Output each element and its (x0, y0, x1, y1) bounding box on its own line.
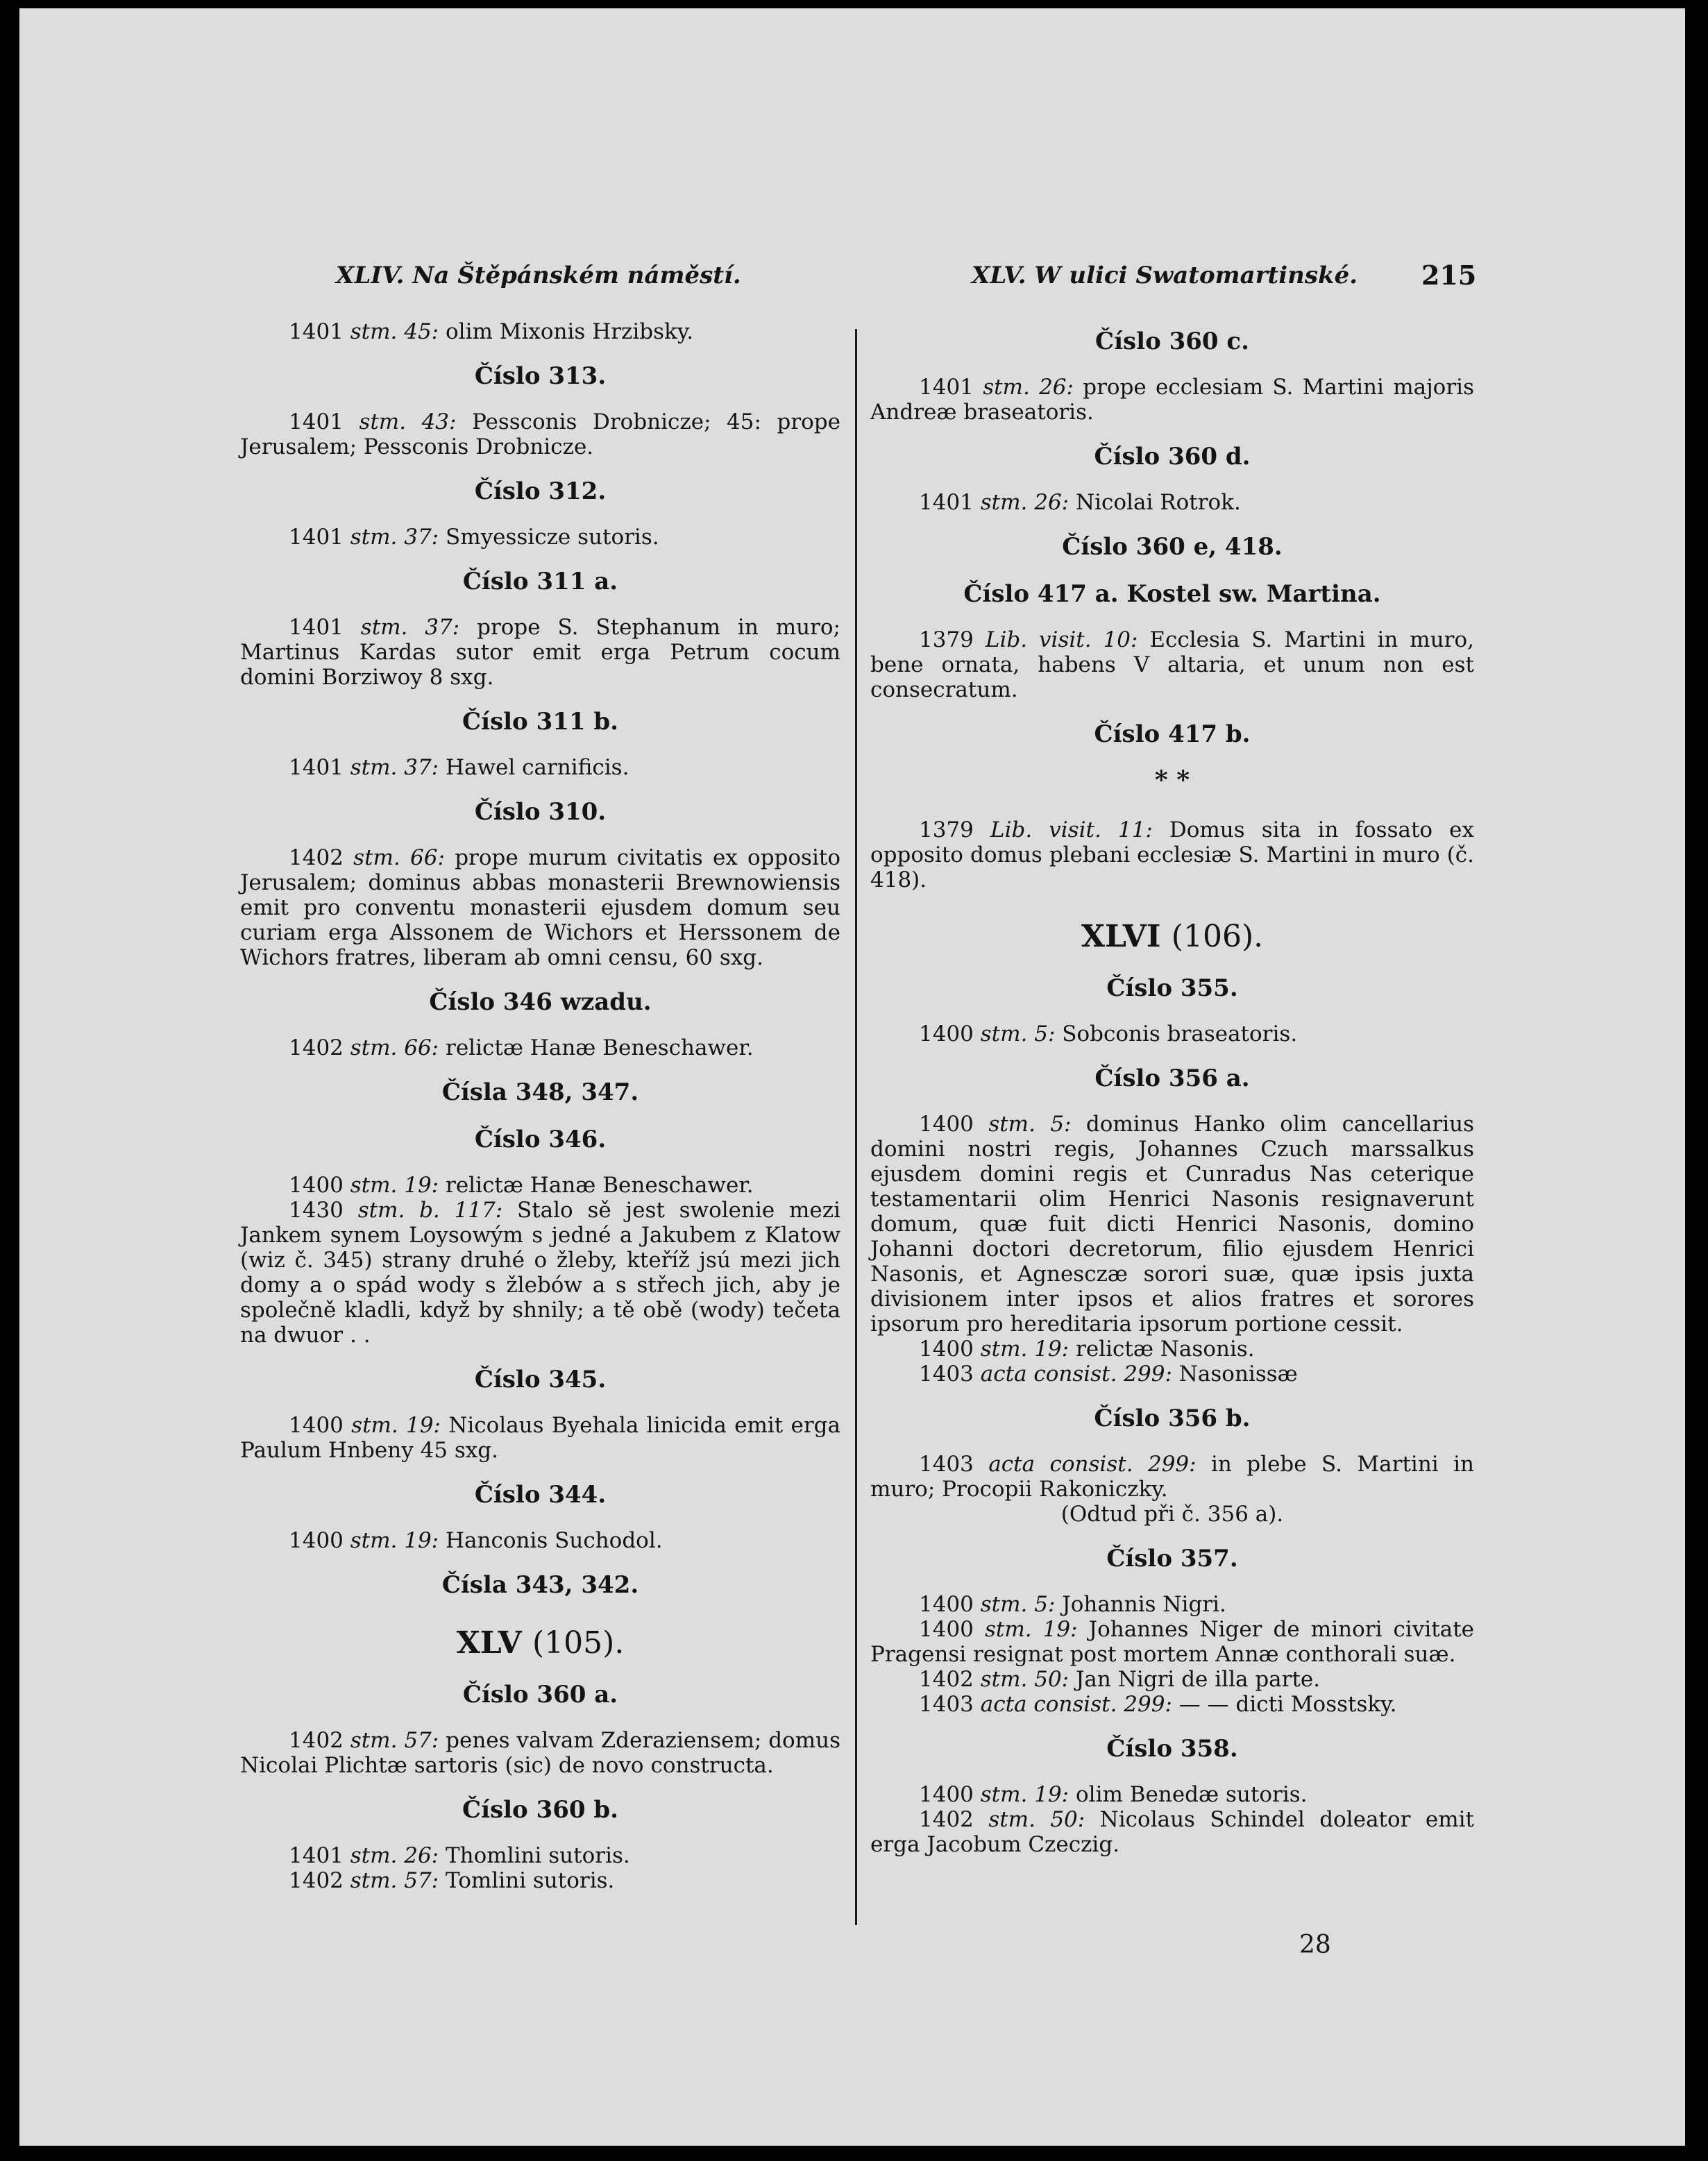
entry-text: Pessconis Drobnicze; 45: prope Jerusalem; Pessconis Drobnicze. (240, 409, 840, 459)
entry-text: Hanconis Suchodol. (446, 1528, 663, 1553)
section-heading: Číslo 357. (1106, 1545, 1238, 1573)
entry-text: relictæ Nasonis. (1076, 1337, 1255, 1362)
section-heading: Čísla 343, 342. (441, 1571, 639, 1599)
record-entry (240, 319, 840, 344)
entry-text: Nicolai Rotrok. (1076, 490, 1241, 515)
entry-text: Domus sita in fossato ex opposito domus plebani ecclesiæ S. Martini in muro (č. 418). (870, 817, 1474, 892)
entry-year: 1401 (289, 319, 344, 344)
book-page (19, 8, 1685, 2146)
entry-text: Stalo sě jest swolenie mezi Jankem synem Loysowým s jedné a Jakubem z Klatow (wiz č. 345) strany druhé o žleby, kteříž jsú mezi jich domy a o spád wody s žlebów a s střech jich, aby je společně kladli, když by shnily; a tě obě (wody) tečeta na dwuor . . (240, 1198, 840, 1348)
entry-source: stm. 50: (980, 1667, 1069, 1692)
record-entry (870, 375, 1474, 425)
section-heading: Číslo 312. (474, 477, 607, 505)
record-entry (240, 1728, 840, 1778)
entry-text: Sobconis braseatoris. (1062, 1022, 1298, 1046)
entry-text: Thomlini sutoris. (446, 1843, 630, 1868)
section-heading: Číslo 360 a. (462, 1681, 618, 1709)
section-heading: Čísla 348, 347. (441, 1078, 639, 1106)
chapter-number: (105). (532, 1625, 625, 1661)
record-entry (240, 755, 840, 780)
chapter-heading (870, 920, 1474, 954)
entry-text: Johannes Niger de minori civitate Pragensi resignat post mortem Annæ conthorali suæ. (870, 1617, 1474, 1667)
section-heading: Číslo 360 c. (1095, 328, 1249, 355)
entry-source: stm. 45: (350, 319, 439, 344)
entry-year: 1400 (919, 1337, 974, 1362)
section-heading: Číslo 346 wzadu. (429, 988, 652, 1016)
entry-source: stm. 50: (988, 1807, 1085, 1832)
record-entry (870, 1692, 1474, 1717)
record-entry (240, 1198, 840, 1348)
entry-source: stm. 19: (980, 1337, 1069, 1362)
entry-text: Nicolaus Schindel doleator emit erga Jacobum Czeczig. (870, 1807, 1474, 1857)
chapter-number: (106). (1171, 919, 1264, 954)
entry-text: Nasonissæ (1178, 1362, 1298, 1387)
entry-year: 1401 (919, 490, 974, 515)
entry-year: 1401 (919, 375, 974, 400)
cross-reference-note: (Odtud při č. 356 a). (1060, 1502, 1284, 1527)
entry-year: 1400 (289, 1413, 344, 1438)
entry-year: 1401 (289, 755, 344, 780)
section-heading: Číslo 311 b. (462, 708, 618, 736)
entry-year: 1402 (289, 1728, 344, 1753)
entry-year: 1402 (289, 845, 344, 870)
entry-source: stm. b. 117: (357, 1198, 503, 1223)
record-entry (870, 1617, 1474, 1667)
entry-year: 1402 (919, 1807, 974, 1832)
record-entry (240, 1868, 840, 1893)
section-heading: Číslo 358. (1106, 1735, 1238, 1763)
record-entry (240, 1843, 840, 1868)
record-entry (870, 627, 1474, 702)
section-heading: Číslo 417 b. (1094, 720, 1251, 748)
entry-year: 1400 (919, 1022, 974, 1046)
entry-year: 1402 (289, 1868, 344, 1893)
entry-year: 1400 (919, 1617, 974, 1642)
entry-year: 1401 (289, 615, 344, 640)
section-heading: Číslo 311 a. (462, 568, 618, 595)
entry-source: acta consist. 299: (980, 1692, 1172, 1717)
entry-year: 1400 (289, 1173, 344, 1198)
entry-text: Hawel carnificis. (446, 755, 629, 780)
entry-source: Lib. visit. 11: (990, 817, 1153, 842)
signature-mark: 28 (1299, 1931, 1331, 1959)
entry-text: Tomlini sutoris. (446, 1868, 615, 1893)
entry-year: 1402 (919, 1667, 974, 1692)
entry-year: 1400 (919, 1592, 974, 1617)
record-entry (240, 845, 840, 970)
section-heading: Číslo 360 b. (462, 1796, 618, 1824)
entry-source: stm. 57: (350, 1868, 439, 1893)
section-heading: Číslo 360 d. (1094, 443, 1251, 471)
entry-text: Ecclesia S. Martini in muro, bene ornata, habens V altaria, et unum non est consecratum. (870, 627, 1474, 702)
entry-text: prope ecclesiam S. Martini majoris Andreæ braseatoris. (870, 375, 1474, 425)
section-heading: Číslo 360 e, 418. (1062, 533, 1283, 561)
entry-source: stm. 19: (350, 1173, 439, 1198)
section-heading: Číslo 417 a. Kostel sw. Martina. (963, 580, 1381, 608)
entry-year: 1400 (289, 1528, 344, 1553)
record-entry (870, 1452, 1474, 1502)
record-entry (870, 1362, 1474, 1387)
entry-text: Nicolaus Byehala linicida emit erga Paulum Hnbeny 45 sxg. (240, 1413, 840, 1463)
entry-source: stm. 26: (980, 490, 1069, 515)
running-header-right: XLV. W ulici Swatomartinské. (972, 262, 1358, 289)
record-entry (870, 1022, 1474, 1046)
entry-source: stm. 19: (351, 1413, 441, 1438)
entry-source: stm. 26: (983, 375, 1074, 400)
entry-source: stm. 43: (359, 409, 457, 434)
entry-year: 1402 (289, 1035, 344, 1060)
record-entry (870, 1337, 1474, 1362)
record-entry (870, 817, 1474, 892)
record-entry (240, 525, 840, 550)
entry-text: Johannis Nigri. (1062, 1592, 1226, 1617)
entry-source: stm. 37: (350, 755, 439, 780)
record-entry (240, 1035, 840, 1060)
entry-text: olim Mixonis Hrzibsky. (446, 319, 694, 344)
entry-year: 1401 (289, 525, 344, 550)
entry-text: relictæ Hanæ Beneschawer. (446, 1035, 754, 1060)
entry-source: stm. 57: (350, 1728, 439, 1753)
entry-text: prope S. Stephanum in muro; Martinus Kardas sutor emit erga Petrum cocum domini Borziwoy 8 sxg. (240, 615, 840, 690)
section-heading: Číslo 313. (474, 362, 607, 390)
section-heading: Číslo 355. (1106, 974, 1238, 1002)
entry-year: 1403 (919, 1692, 974, 1717)
entry-text: penes valvam Zderaziensem; domus Nicolai Plichtæ sartoris (sic) de novo constructa. (240, 1728, 840, 1778)
entry-year: 1400 (919, 1112, 974, 1137)
section-heading: Číslo 346. (474, 1126, 607, 1153)
record-entry (870, 1782, 1474, 1807)
record-entry (870, 490, 1474, 515)
chapter-heading (240, 1627, 840, 1660)
column-divider (855, 329, 857, 1925)
record-entry (870, 1112, 1474, 1337)
entry-text: in plebe S. Martini in muro; Procopii Rakoniczky. (870, 1452, 1475, 1502)
chapter-roman: XLV (456, 1625, 522, 1661)
entry-year: 1400 (919, 1782, 974, 1807)
entry-year: 1430 (289, 1198, 344, 1223)
entry-source: stm. 26: (350, 1843, 439, 1868)
running-header-left: XLIV. Na Štěpánském náměstí. (336, 262, 741, 289)
entry-source: stm. 66: (353, 845, 445, 870)
entry-text: dominus Hanko olim cancellarius domini nostri regis, Johannes Czuch marssalkus ejusdem domini regis et Cunradus Nas ceterique testamentarii olim Henrici Nasonis resignaverunt domum, quæ fuit dicti Henrici Nasonis, domino Johanni doctori decretorum, filio ejusdem Henrici Nasonis, et Agnesczæ sorori suæ, quæ ipsis juxta divisionem inter ipsos et alios fratres et sorores ipsorum pro hereditaria ipsorum portione cessit. (870, 1112, 1475, 1337)
record-entry (240, 615, 840, 690)
entry-source: stm. 5: (980, 1022, 1056, 1046)
entry-year: 1401 (289, 1843, 344, 1868)
entry-source: stm. 37: (360, 615, 460, 640)
chapter-roman: XLVI (1081, 919, 1161, 954)
section-stars: * * (1154, 765, 1190, 795)
record-entry (870, 1807, 1474, 1857)
entry-text: Smyessicze sutoris. (446, 525, 659, 550)
entry-year: 1401 (289, 409, 344, 434)
record-entry (870, 1667, 1474, 1692)
section-heading: Číslo 356 a. (1094, 1065, 1250, 1092)
page-number: 215 (1421, 260, 1477, 291)
entry-source: stm. 19: (350, 1528, 439, 1553)
entry-source: stm. 19: (980, 1782, 1069, 1807)
entry-year: 1379 (919, 817, 974, 842)
entry-source: acta consist. 299: (988, 1452, 1197, 1477)
entry-source: stm. 66: (350, 1035, 439, 1060)
entry-source: stm. 19: (984, 1617, 1078, 1642)
entry-text: relictæ Hanæ Beneschawer. (446, 1173, 754, 1198)
entry-text: Jan Nigri de illa parte. (1076, 1667, 1321, 1692)
section-heading: Číslo 345. (474, 1366, 607, 1393)
section-heading: Číslo 310. (474, 798, 607, 826)
entry-source: stm. 37: (350, 525, 439, 550)
entry-text: prope murum civitatis ex opposito Jerusalem; dominus abbas monasterii Brewnowiensis emit pro conventu monasterii ejusdem domum seu curiam erga Alssonem de Wichors et Herssonem de Wichors fratres, liberam ab omni censu, 60 sxg. (240, 845, 840, 970)
record-entry (240, 1528, 840, 1553)
entry-text: — — dicti Mosstsky. (1178, 1692, 1397, 1717)
entry-source: acta consist. 299: (980, 1362, 1172, 1387)
entry-year: 1403 (919, 1452, 974, 1477)
right-column (870, 319, 1474, 1857)
record-entry (240, 409, 840, 459)
entry-year: 1403 (919, 1362, 974, 1387)
entry-source: stm. 5: (988, 1112, 1072, 1137)
record-entry (870, 1592, 1474, 1617)
record-entry (240, 1413, 840, 1463)
entry-source: stm. 5: (980, 1592, 1056, 1617)
section-heading: Číslo 356 b. (1094, 1405, 1251, 1432)
entry-text: olim Benedæ sutoris. (1076, 1782, 1308, 1807)
section-heading: Číslo 344. (474, 1481, 607, 1509)
left-column (240, 319, 840, 1893)
entry-year: 1379 (919, 627, 974, 652)
entry-source: Lib. visit. 10: (985, 627, 1138, 652)
record-entry (240, 1173, 840, 1198)
